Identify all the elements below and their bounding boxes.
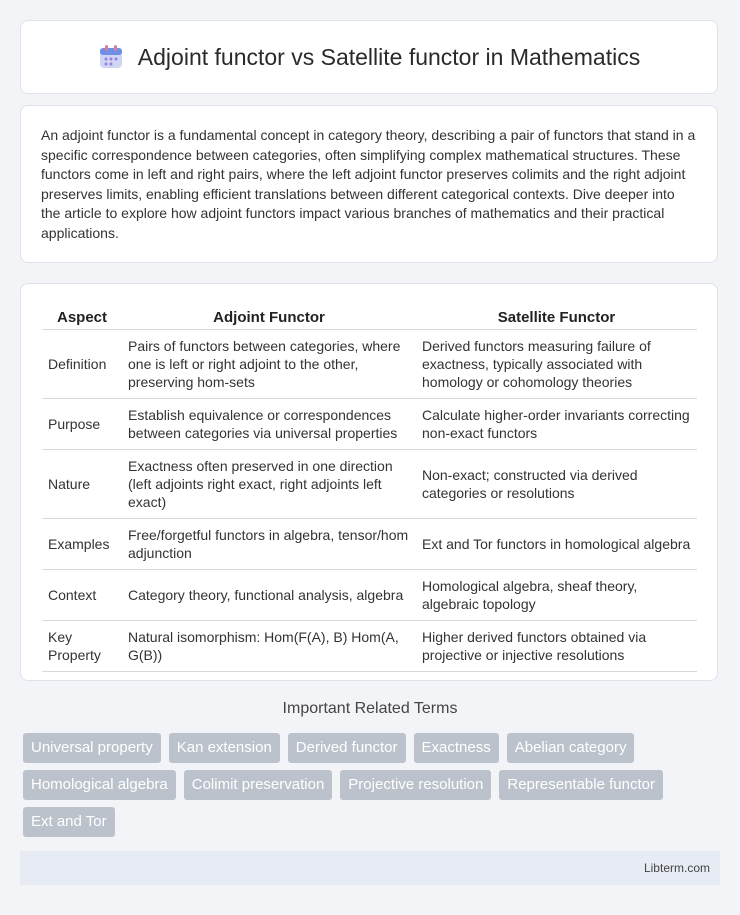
table-row (42, 330, 697, 399)
tag-homological-algebra[interactable]: Homological algebra (23, 770, 176, 800)
row-adjoint: Free/forgetful functors in algebra, tensor/hom adjunction (122, 519, 416, 570)
row-satellite: Derived functors measuring failure of exactness, typically associated with homology or cohomology theories (416, 330, 697, 399)
table-row (42, 519, 697, 570)
footer-site-link[interactable]: Libterm.com (643, 861, 710, 875)
tag-kan-extension[interactable]: Kan extension (169, 733, 280, 763)
row-satellite: Ext and Tor functors in homological algebra (416, 519, 697, 570)
row-satellite: Calculate higher-order invariants correcting non-exact functors (416, 399, 697, 450)
row-adjoint: Establish equivalence or correspondences between categories via universal properties (122, 399, 416, 450)
tag-projective-resolution[interactable]: Projective resolution (340, 770, 491, 800)
table-row (42, 570, 697, 621)
table-header-row (42, 304, 697, 330)
row-satellite: Homological algebra, sheaf theory, algebraic topology (416, 570, 697, 621)
row-satellite: Non-exact; constructed via derived categories or resolutions (416, 450, 697, 519)
tag-exactness[interactable]: Exactness (414, 733, 499, 763)
header-aspect: Aspect (42, 304, 122, 330)
related-terms-heading: Important Related Terms (282, 700, 458, 717)
title-card (20, 20, 718, 94)
tag-ext-and-tor[interactable]: Ext and Tor (23, 807, 115, 837)
row-aspect: Definition (42, 330, 122, 399)
page-title: Adjoint functor vs Satellite functor in Mathematics (137, 43, 641, 70)
tag-representable-functor[interactable]: Representable functor (499, 770, 663, 800)
comparison-card (20, 283, 718, 681)
calendar-icon (98, 44, 124, 70)
table-row (42, 621, 697, 672)
intro-text: An adjoint functor is a fundamental concept in category theory, describing a pair of functors that stand in a specific correspondence between categories, often simplifying complex mathematical structures. These functors come in left and right pairs, where the left adjoint functor preserves colimits and the right adjoint preserves limits, enabling efficient translations between different categorical contexts. Dive deeper into the article to explore how adjoint functors impact various branches of mathematics and their practical applications. (41, 127, 696, 241)
comparison-table (42, 304, 697, 672)
header-adjoint: Adjoint Functor (122, 304, 416, 330)
row-aspect: Purpose (42, 399, 122, 450)
row-aspect: Key Property (42, 621, 122, 672)
row-adjoint: Natural isomorphism: Hom(F(A), B) Hom(A, G(B)) (122, 621, 416, 672)
tag-derived-functor[interactable]: Derived functor (288, 733, 406, 763)
table-row (42, 399, 697, 450)
table-row (42, 450, 697, 519)
tag-colimit-preservation[interactable]: Colimit preservation (184, 770, 333, 800)
tag-abelian-category[interactable]: Abelian category (507, 733, 635, 763)
row-aspect: Context (42, 570, 122, 621)
row-satellite: Higher derived functors obtained via projective or injective resolutions (416, 621, 697, 672)
row-aspect: Examples (42, 519, 122, 570)
intro-card (20, 105, 718, 263)
header-satellite: Satellite Functor (416, 304, 697, 330)
row-adjoint: Pairs of functors between categories, where one is left or right adjoint to the other, preserving hom-sets (122, 330, 416, 399)
row-adjoint: Category theory, functional analysis, algebra (122, 570, 416, 621)
tag-universal-property[interactable]: Universal property (23, 733, 161, 763)
row-aspect: Nature (42, 450, 122, 519)
related-terms-list (23, 733, 723, 844)
row-adjoint: Exactness often preserved in one direction (left adjoints right exact, right adjoints left exact) (122, 450, 416, 519)
footer (20, 851, 720, 885)
